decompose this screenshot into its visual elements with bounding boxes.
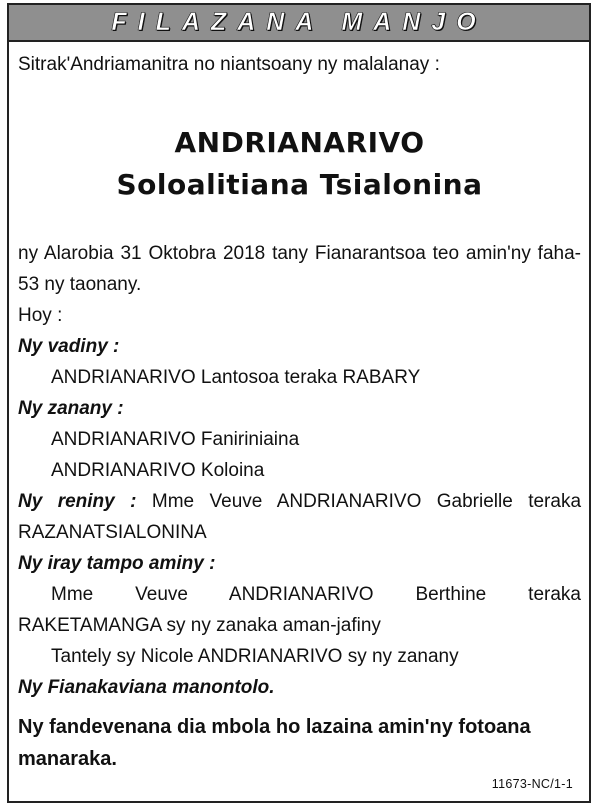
sibling-entry: Mme Veuve ANDRIANARIVO Berthine teraka RAKETAMANGA sy ny zanaka aman-jafiny bbox=[18, 584, 581, 636]
sibling-entry: Tantely sy Nicole ANDRIANARIVO sy ny zanany bbox=[51, 646, 459, 667]
spouse-name: ANDRIANARIVO Lantosoa teraka RABARY bbox=[51, 367, 421, 388]
closing-statement: Ny fandevenana dia mbola ho lazaina amin'ny fotoana manaraka. bbox=[18, 716, 531, 770]
siblings-heading: Ny iray tampo aminy : bbox=[18, 553, 216, 574]
notice-frame bbox=[7, 3, 591, 803]
intro-text: Sitrak'Andriamanitra no niantsoany ny malalanay : bbox=[18, 54, 440, 75]
notice-title: FILAZANA MANJO bbox=[111, 8, 487, 36]
hoy-label: Hoy : bbox=[18, 305, 63, 326]
reference-code: 11673-NC/1-1 bbox=[491, 777, 573, 791]
mother-entry bbox=[18, 486, 581, 548]
child-name: ANDRIANARIVO Koloina bbox=[51, 460, 265, 481]
deceased-given-names: Soloalitiana Tsialonina bbox=[116, 168, 483, 201]
mother-heading: Ny reniny : bbox=[18, 491, 137, 512]
notice-header bbox=[9, 5, 589, 42]
notice-body bbox=[18, 52, 581, 775]
children-heading: Ny zanany : bbox=[18, 398, 124, 419]
mother-name: Mme Veuve ANDRIANARIVO Gabrielle teraka RAZANATSIALONINA bbox=[18, 491, 582, 543]
death-details: ny Alarobia 31 Oktobra 2018 tany Fianarantsoa teo amin'ny faha-53 ny taonany. bbox=[18, 243, 581, 295]
deceased-name bbox=[18, 122, 581, 206]
spouse-heading: Ny vadiny : bbox=[18, 336, 120, 357]
family-line: Ny Fianakaviana manontolo. bbox=[18, 677, 275, 698]
deceased-surname: ANDRIANARIVO bbox=[174, 126, 425, 159]
child-name: ANDRIANARIVO Faniriniaina bbox=[51, 429, 300, 450]
